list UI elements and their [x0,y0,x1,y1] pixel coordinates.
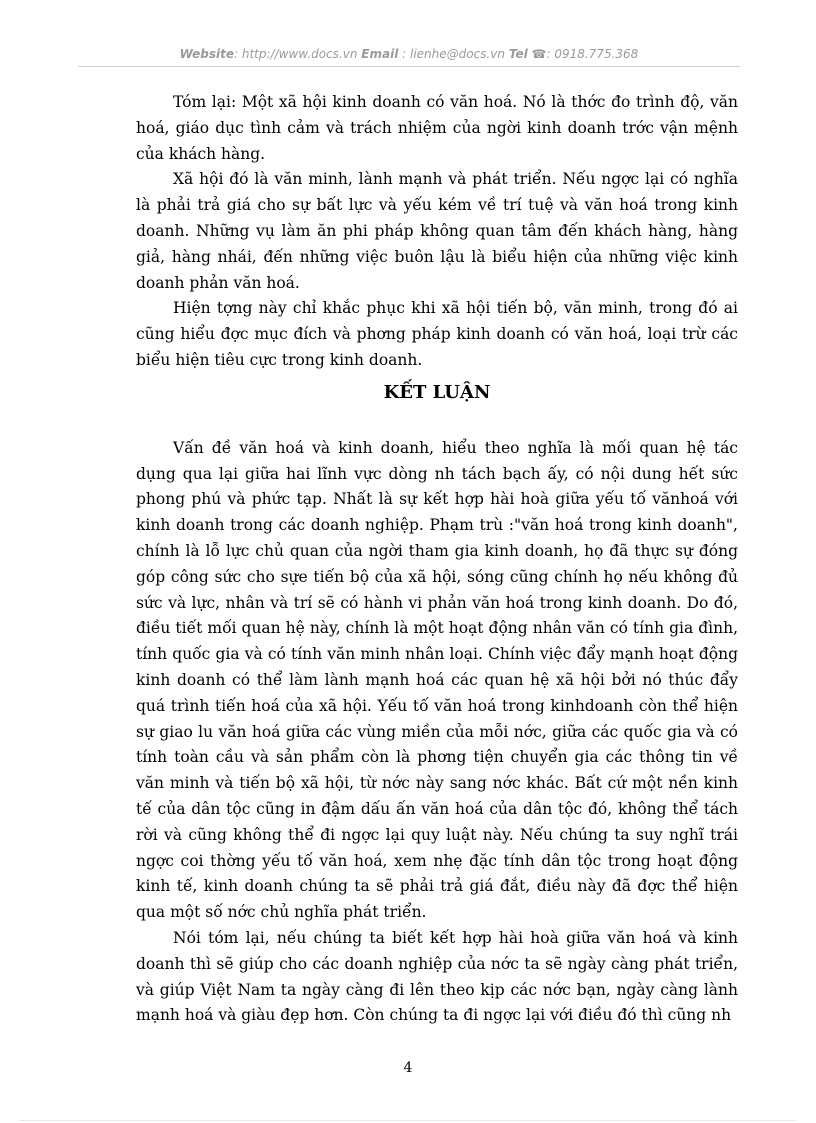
email-label: Email [361,47,399,61]
paragraph: Xã hội đó là văn minh, lành mạnh và phát triển. Nếu ngợc lại có nghĩa là phải trả giá cho sự bất lực và yếu kém về trí tuệ và văn hoá trong kinh doanh. Những vụ làm ăn phi pháp không quan tâm đến khách hàng, hàng giả, hàng nhái, đến những việc buôn lậu là biểu hiện của những việc kinh doanh phản văn hoá. [136,170,738,292]
page-number: 4 [403,1060,413,1076]
page-header [78,47,740,61]
paragraph: Hiện tợng này chỉ khắc phục khi xã hội tiến bộ, văn minh, trong đó ai cũng hiểu đợc mục đích và phơng pháp kinh doanh có văn hoá, loại trừ các biểu hiện tiêu cực trong kinh doanh. [136,299,738,369]
paragraph: Nói tóm lại, nếu chúng ta biết kết hợp hài hoà giữa văn hoá và kinh doanh thì sẽ giúp cho các doanh nghiệp của nớc ta sẽ ngày càng phát triển, và giúp Việt Nam ta ngày càng đi lên theo kịp các nớc bạn, ngày càng lành mạnh hoá và giàu đẹp hơn. Còn chúng ta đi ngợc lại với điều đó thì cũng nh [136,928,738,1025]
header-divider [78,66,740,67]
tel-value: ☎: 0918.775.368 [531,47,639,61]
footer-divider [20,1120,796,1121]
email-value: : lienhe@docs.vn [402,47,505,61]
website-label: Website [179,47,234,61]
paragraph: Tóm lại: Một xã hội kinh doanh có văn hoá. Nó là thớc đo trình độ, văn hoá, giáo dục tình cảm và trách nhiệm của ngời kinh doanh trớc vận mệnh của khách hàng. [136,93,738,163]
paragraph: Vấn đề văn hoá và kinh doanh, hiểu theo nghĩa là mối quan hệ tác dụng qua lại giữa hai lĩnh vực dòng nh tách bạch ấy, có nội dung hết sức phong phú và phức tạp. Nhất là sự kết hợp hài hoà giữa yếu tố vănhoá với kinh doanh trong các doanh nghiệp. Phạm trù :"văn hoá trong kinh doanh", chính là lỗ lực chủ quan của ngời tham gia kinh doanh, họ đã thực sự đóng góp công sức cho sựe tiến bộ của xã hội, sóng cũng chính họ nếu không đủ sức và lực, nhân và trí sẽ có hành vi phản văn hoá trong kinh doanh. Do đó, điều tiết mối quan hệ này, chính là một hoạt động nhân văn có tính gia đình, tính quốc gia và có tính văn minh nhân loại. Chính việc đẩy mạnh hoạt động kinh doanh có thể làm lành mạnh hoá các quan hệ xã hội bởi nó thúc đẩy quá trình tiến hoá của xã hội. Yếu tố văn hoá trong kinhdoanh còn thể hiện sự giao lu văn hoá giữa các vùng miền của mỗi nớc, giữa các quốc gia và có tính toàn cầu và sản phẩm còn là phơng tiện chuyển gia các thông tin về văn minh và tiến bộ xã hội, từ nớc này sang nớc khác. Bất cứ một nền kinh tế của dân tộc cũng in đậm dấu ấn văn hoá của dân tộc đó, không thể tách rời và cũng không thể đi ngợc lại quy luật này. Nếu chúng ta suy nghĩ trái ngợc coi thờng yếu tố văn hoá, xem nhẹ đặc tính dân tộc trong hoạt động kinh tế, kinh doanh chúng ta sẽ phải trả giá đắt, điều này đã đợc thể hiện qua một số nớc chủ nghĩa phát triển. [136,438,738,922]
document-body [136,90,738,1029]
website-value: : http://www.docs.vn [234,47,358,61]
section-heading: KẾT LUẬN [383,381,491,403]
tel-label: Tel [508,47,528,61]
